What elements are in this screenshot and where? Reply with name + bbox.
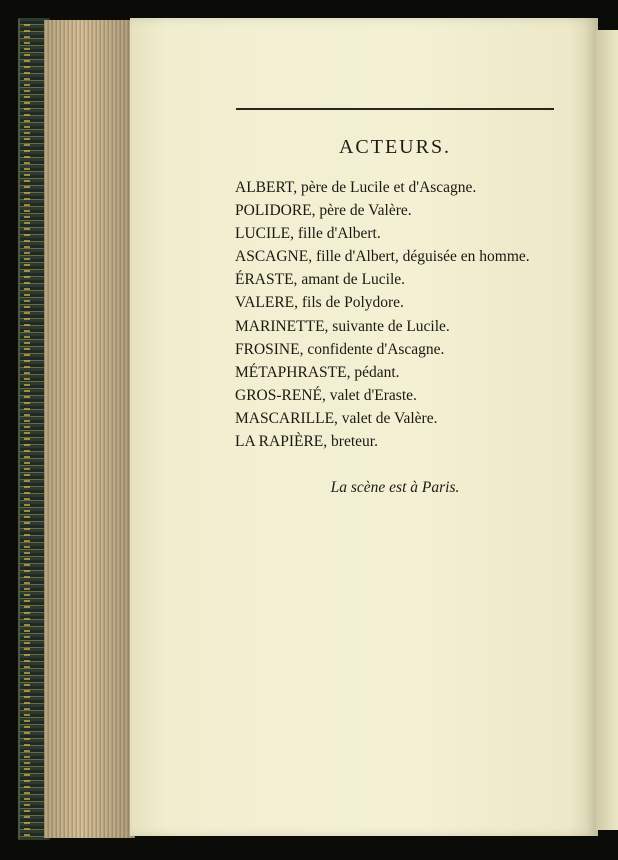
character-role: pédant. — [354, 363, 400, 381]
character-role: père de Lucile et d'Ascagne. — [300, 179, 477, 196]
character-name: POLIDORE, — [235, 202, 316, 220]
character-name: FROSINE, — [235, 340, 304, 358]
page-edges — [44, 20, 135, 838]
cast-entry — [235, 176, 575, 199]
character-name: MÉTAPHRASTE, — [235, 363, 351, 381]
cast-entry — [235, 199, 575, 222]
cast-entry — [235, 338, 575, 361]
cast-entry — [235, 315, 575, 338]
cast-entry — [235, 430, 575, 453]
character-name: MARINETTE, — [235, 317, 329, 335]
cast-list — [235, 176, 575, 453]
character-name: VALERE, — [235, 294, 299, 312]
character-name: ÉRASTE, — [235, 271, 298, 289]
character-name: MASCARILLE, — [235, 409, 338, 427]
character-role: valet d'Eraste. — [329, 386, 417, 404]
cast-entry — [235, 384, 575, 407]
header-rule — [236, 108, 554, 110]
gilt-border-ornament — [24, 22, 30, 836]
character-role: confidente d'Ascagne. — [307, 340, 445, 358]
character-role: fils de Polydore. — [301, 294, 404, 312]
character-role: fille d'Albert. — [297, 225, 381, 243]
character-role: breteur. — [331, 433, 378, 451]
character-role: suivante de Lucile. — [332, 317, 450, 335]
cast-entry — [235, 361, 575, 384]
character-role: fille d'Albert, déguisée en homme. — [315, 248, 530, 266]
character-name: ALBERT, — [235, 179, 298, 196]
page-heading: ACTEURS. — [338, 136, 452, 158]
cast-entry — [235, 245, 575, 268]
cast-entry — [235, 291, 575, 314]
cast-entry — [235, 222, 575, 245]
facing-page-edge — [596, 30, 618, 830]
character-name: LUCILE, — [235, 225, 294, 243]
cast-entry — [235, 407, 575, 430]
character-name: ASCAGNE, — [235, 248, 313, 266]
scene-setting: La scène est à Paris. — [330, 479, 460, 496]
cast-entry — [235, 268, 575, 291]
character-role: valet de Valère. — [341, 409, 438, 427]
character-name: LA RAPIÈRE, — [235, 433, 328, 451]
character-role: père de Valère. — [319, 202, 412, 220]
character-role: amant de Lucile. — [301, 271, 406, 289]
character-name: GROS-RENÉ, — [235, 386, 326, 404]
